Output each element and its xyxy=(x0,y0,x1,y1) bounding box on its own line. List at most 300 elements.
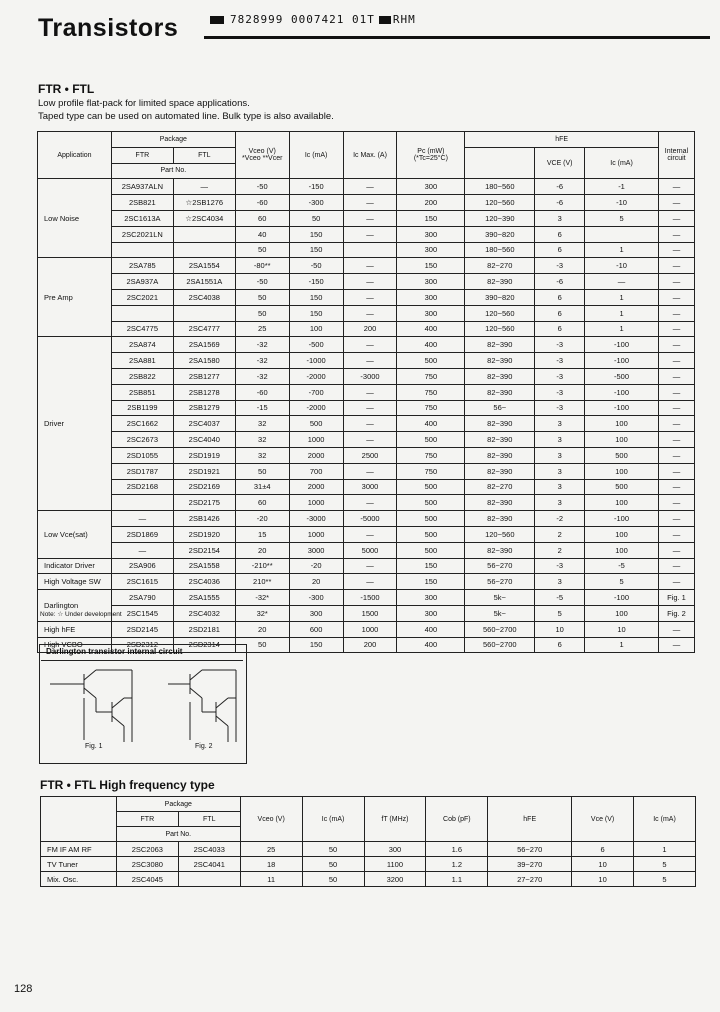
header-package2: Package xyxy=(116,797,240,812)
table-cell: 1 xyxy=(585,321,659,337)
table-cell: 27~270 xyxy=(488,872,572,887)
table-cell: 1 xyxy=(585,242,659,258)
table-cell: 200 xyxy=(397,195,465,211)
table-cell: 3 xyxy=(535,495,585,511)
table-cell: 180~560 xyxy=(465,242,535,258)
table-cell: 1000 xyxy=(289,432,343,448)
table-cell: 6 xyxy=(535,321,585,337)
table-row xyxy=(41,872,696,887)
table-cell: 5k~ xyxy=(465,590,535,606)
table-cell: 3 xyxy=(535,479,585,495)
table-row xyxy=(38,274,695,290)
table-cell: -300 xyxy=(289,195,343,211)
table-cell: -100 xyxy=(585,400,659,416)
table-cell: 1 xyxy=(585,305,659,321)
table-cell: 100 xyxy=(585,605,659,621)
table-cell: 2SC2673 xyxy=(111,432,173,448)
table-cell: 560~2700 xyxy=(465,621,535,637)
table-cell: 2SB1278 xyxy=(173,384,235,400)
darlington-circuit-diagram xyxy=(40,662,244,746)
table-cell: 2000 xyxy=(289,447,343,463)
table-cell: -100 xyxy=(585,384,659,400)
table-cell: 3000 xyxy=(289,542,343,558)
table-cell: — xyxy=(343,305,397,321)
table-cell: 2SD2154 xyxy=(173,542,235,558)
high-frequency-table xyxy=(40,796,696,887)
table-cell: 150 xyxy=(289,226,343,242)
table-cell: — xyxy=(343,400,397,416)
application-cell: High Voltage SW xyxy=(38,574,112,590)
table-cell: — xyxy=(343,226,397,242)
table-cell: 6 xyxy=(535,242,585,258)
table-cell: 200 xyxy=(343,321,397,337)
table-cell: — xyxy=(658,447,694,463)
table-cell: 2SC4040 xyxy=(173,432,235,448)
table-cell: -210** xyxy=(235,558,289,574)
table-row xyxy=(38,495,695,511)
table-cell: 56~270 xyxy=(465,574,535,590)
table-cell: 150 xyxy=(289,242,343,258)
table-cell: — xyxy=(658,542,694,558)
table-cell: 2SC2063 xyxy=(116,842,178,857)
table-cell: -1 xyxy=(585,179,659,195)
table-cell: 500 xyxy=(397,432,465,448)
table-cell: 150 xyxy=(397,258,465,274)
table-row xyxy=(38,574,695,590)
table-cell xyxy=(343,242,397,258)
table-cell: — xyxy=(343,495,397,511)
application-cell: Darlington xyxy=(38,590,112,622)
table-cell: 2SA790 xyxy=(111,590,173,606)
table-cell: 60 xyxy=(235,210,289,226)
table-cell: -5 xyxy=(585,558,659,574)
table-cell: -700 xyxy=(289,384,343,400)
table-cell: -3000 xyxy=(343,368,397,384)
table-cell: -2000 xyxy=(289,400,343,416)
table-cell: — xyxy=(111,511,173,527)
table-cell: -300 xyxy=(289,590,343,606)
table-cell: 2SC4033 xyxy=(178,842,240,857)
header-ftl2: FTL xyxy=(178,812,240,827)
table-cell: -3 xyxy=(535,558,585,574)
application-cell: High VCBO xyxy=(38,637,112,653)
table-cell: ☆2SB1276 xyxy=(173,195,235,211)
table-cell: 2SA1580 xyxy=(173,353,235,369)
table-cell: 82~270 xyxy=(465,258,535,274)
table-row xyxy=(38,242,695,258)
table-cell: 2SA1554 xyxy=(173,258,235,274)
table-cell: 1.1 xyxy=(426,872,488,887)
table-cell: 2SA881 xyxy=(111,353,173,369)
table-cell: 50 xyxy=(235,242,289,258)
table-cell: 2SC4045 xyxy=(116,872,178,887)
table-row xyxy=(38,210,695,226)
table-cell xyxy=(111,242,173,258)
table-cell: 3 xyxy=(535,463,585,479)
table-cell: 1500 xyxy=(343,605,397,621)
table-cell: 82~390 xyxy=(465,447,535,463)
table-cell: 500 xyxy=(397,542,465,558)
table-cell: 2SA874 xyxy=(111,337,173,353)
table-cell: — xyxy=(343,337,397,353)
table-cell: 1000 xyxy=(289,495,343,511)
table-cell: -32 xyxy=(235,337,289,353)
table-row xyxy=(38,321,695,337)
table-cell: 40 xyxy=(235,226,289,242)
table-cell: 50 xyxy=(235,463,289,479)
table-cell: -60 xyxy=(235,384,289,400)
section-description xyxy=(38,97,334,123)
table-cell: 750 xyxy=(397,384,465,400)
table-cell: -100 xyxy=(585,511,659,527)
table-cell: — xyxy=(343,195,397,211)
table-cell: 82~390 xyxy=(465,416,535,432)
table-cell: 50 xyxy=(289,210,343,226)
table-cell: 150 xyxy=(289,305,343,321)
table-cell: 2SC1545 xyxy=(111,605,173,621)
brand-text: RHM xyxy=(392,13,416,26)
table-cell: 500 xyxy=(397,353,465,369)
table-cell: -3000 xyxy=(289,511,343,527)
darlington-title: Darlington transistor internal circuit xyxy=(46,647,183,656)
table-cell: -3 xyxy=(535,400,585,416)
table-cell: 300 xyxy=(289,605,343,621)
table-cell: — xyxy=(658,258,694,274)
table-row xyxy=(38,400,695,416)
table-cell: 150 xyxy=(289,289,343,305)
table-cell: — xyxy=(343,574,397,590)
table-cell: — xyxy=(658,558,694,574)
table-cell: 2SD1787 xyxy=(111,463,173,479)
table-cell: 750 xyxy=(397,368,465,384)
table-cell: 1 xyxy=(585,637,659,653)
table-cell: -150 xyxy=(289,274,343,290)
table-cell xyxy=(173,242,235,258)
table-row xyxy=(38,463,695,479)
table-cell: 400 xyxy=(397,621,465,637)
table-cell: — xyxy=(343,558,397,574)
table-cell: ☆2SC4034 xyxy=(173,210,235,226)
table-cell: -2000 xyxy=(289,368,343,384)
table-cell xyxy=(173,305,235,321)
table-cell: 2SC4036 xyxy=(173,574,235,590)
table-cell: -150 xyxy=(289,179,343,195)
table-cell: 1.6 xyxy=(426,842,488,857)
table-cell: 100 xyxy=(585,416,659,432)
table-cell: 60 xyxy=(235,495,289,511)
table-cell: 500 xyxy=(397,495,465,511)
table-cell: — xyxy=(343,416,397,432)
table-cell: 10 xyxy=(585,621,659,637)
table-cell: 2SC4037 xyxy=(173,416,235,432)
table-cell: Fig. 2 xyxy=(658,605,694,621)
header-ic3: Ic (mA) xyxy=(302,797,364,842)
header-vceo2: Vceo (V) xyxy=(240,797,302,842)
table-cell: — xyxy=(658,353,694,369)
table-cell: — xyxy=(658,305,694,321)
table-cell: 120~560 xyxy=(465,321,535,337)
table-cell: 500 xyxy=(397,526,465,542)
table-cell: 100 xyxy=(585,495,659,511)
table-cell: 2SB1277 xyxy=(173,368,235,384)
table-cell: 200 xyxy=(343,637,397,653)
table-cell: — xyxy=(658,400,694,416)
table-cell: 2SB1279 xyxy=(173,400,235,416)
table-cell: — xyxy=(343,463,397,479)
table-cell: — xyxy=(343,179,397,195)
table-cell: -32 xyxy=(235,368,289,384)
application-cell: FM IF AM RF xyxy=(41,842,117,857)
block-mark xyxy=(379,16,391,24)
table-cell: 1100 xyxy=(364,857,426,872)
table-cell: 5 xyxy=(634,872,696,887)
application-cell: TV Tuner xyxy=(41,857,117,872)
table-cell: 2SD2169 xyxy=(173,479,235,495)
table-cell: 3200 xyxy=(364,872,426,887)
table-cell: -50 xyxy=(289,258,343,274)
table-cell: 82~390 xyxy=(465,274,535,290)
table-cell: 20 xyxy=(235,621,289,637)
table-cell: -3 xyxy=(535,368,585,384)
table-row xyxy=(38,605,695,621)
table-row xyxy=(38,226,695,242)
table-cell: 2SB851 xyxy=(111,384,173,400)
table-cell: 210** xyxy=(235,574,289,590)
table-cell: -500 xyxy=(289,337,343,353)
table-cell: 2SD1920 xyxy=(173,526,235,542)
table-cell: 50 xyxy=(302,872,364,887)
table-cell: 750 xyxy=(397,463,465,479)
table-row xyxy=(38,511,695,527)
table-cell: 31±4 xyxy=(235,479,289,495)
table-cell xyxy=(585,226,659,242)
table-cell: -80** xyxy=(235,258,289,274)
table-cell: 100 xyxy=(585,526,659,542)
header-ic2: Ic (mA) xyxy=(585,147,659,179)
table-cell: 2SD2145 xyxy=(111,621,173,637)
table-cell: — xyxy=(658,621,694,637)
table-cell: 390~820 xyxy=(465,289,535,305)
table-cell: — xyxy=(343,526,397,542)
table-cell: 180~560 xyxy=(465,179,535,195)
table-cell: -20 xyxy=(235,511,289,527)
table-cell: 10 xyxy=(572,857,634,872)
section2-heading: FTR • FTL High frequency type xyxy=(40,778,215,792)
table-cell: 32 xyxy=(235,416,289,432)
table-cell: 400 xyxy=(397,321,465,337)
table-cell: — xyxy=(658,226,694,242)
table-cell: 2SC4032 xyxy=(173,605,235,621)
table-cell: 600 xyxy=(289,621,343,637)
table-cell: 6 xyxy=(535,305,585,321)
table-cell: — xyxy=(658,195,694,211)
table-cell: 2SD2175 xyxy=(173,495,235,511)
table-cell: 2SD2168 xyxy=(111,479,173,495)
table-cell: 6 xyxy=(535,637,585,653)
table-cell: — xyxy=(343,353,397,369)
table-cell xyxy=(173,226,235,242)
table-cell: 82~390 xyxy=(465,353,535,369)
header-part-no: Part No. xyxy=(111,163,235,179)
table-cell: 2SD1919 xyxy=(173,447,235,463)
table-cell: -6 xyxy=(535,195,585,211)
table-cell: — xyxy=(658,495,694,511)
header-hfe: hFE xyxy=(465,132,659,148)
table-cell: 5 xyxy=(535,605,585,621)
table-cell: — xyxy=(173,179,235,195)
table-cell: 500 xyxy=(585,447,659,463)
table-cell: 150 xyxy=(397,210,465,226)
table-cell: 300 xyxy=(397,590,465,606)
table-cell: Fig. 1 xyxy=(658,590,694,606)
table-cell: 2SC4038 xyxy=(173,289,235,305)
page-number: 128 xyxy=(14,983,33,995)
header-application: Application xyxy=(38,132,112,179)
table-cell: 300 xyxy=(397,305,465,321)
table-cell: — xyxy=(658,416,694,432)
table-row xyxy=(41,842,696,857)
table-cell: 82~270 xyxy=(465,479,535,495)
footnote: Note: ☆ Under development xyxy=(40,611,122,618)
table-cell: — xyxy=(343,384,397,400)
table-cell: — xyxy=(343,258,397,274)
table-cell: 15 xyxy=(235,526,289,542)
table-cell: — xyxy=(658,210,694,226)
table-cell: 2SA1569 xyxy=(173,337,235,353)
table-cell: 1000 xyxy=(289,526,343,542)
table-cell: 18 xyxy=(240,857,302,872)
table-cell: -1000 xyxy=(289,353,343,369)
table-cell: 6 xyxy=(535,226,585,242)
table-cell: 5 xyxy=(585,210,659,226)
table-cell: — xyxy=(658,637,694,653)
table-cell: 300 xyxy=(397,605,465,621)
table-cell: 2SB821 xyxy=(111,195,173,211)
table-cell: 2SC3080 xyxy=(116,857,178,872)
table-cell: 3 xyxy=(535,210,585,226)
table-cell: 2SC1615 xyxy=(111,574,173,590)
table-row xyxy=(38,353,695,369)
table-cell: 32 xyxy=(235,432,289,448)
table-cell: -10 xyxy=(585,258,659,274)
table-cell: 2SA785 xyxy=(111,258,173,274)
table-cell: 300 xyxy=(397,226,465,242)
table-cell: 500 xyxy=(289,416,343,432)
table-cell: 150 xyxy=(289,637,343,653)
table-cell: 300 xyxy=(397,179,465,195)
table-cell: 2SC1662 xyxy=(111,416,173,432)
table-cell: -32 xyxy=(235,353,289,369)
table-cell: — xyxy=(343,274,397,290)
table-cell: 82~390 xyxy=(465,337,535,353)
table-cell: 2000 xyxy=(289,479,343,495)
table-cell: 11 xyxy=(240,872,302,887)
table-cell: 2SD2314 xyxy=(173,637,235,653)
header-ftr2: FTR xyxy=(116,812,178,827)
table-cell: 1.2 xyxy=(426,857,488,872)
table-cell: -10 xyxy=(585,195,659,211)
table-cell: — xyxy=(658,463,694,479)
table-cell: 82~390 xyxy=(465,542,535,558)
ftr-ftl-table xyxy=(37,131,695,653)
table-cell: -20 xyxy=(289,558,343,574)
table-row xyxy=(38,526,695,542)
table-cell: 120~560 xyxy=(465,195,535,211)
table-cell: 300 xyxy=(397,274,465,290)
table-cell: 2SC2021LN xyxy=(111,226,173,242)
table-cell: 2SD1921 xyxy=(173,463,235,479)
header-hfe-range xyxy=(465,147,535,179)
header-ic-max: Ic Max. (A) xyxy=(343,132,397,179)
application-cell: Pre Amp xyxy=(38,258,112,337)
table-cell: — xyxy=(658,337,694,353)
table-cell: 56~270 xyxy=(465,558,535,574)
header-hfe2: hFE xyxy=(488,797,572,842)
description-line: Taped type can be used on automated line. Bulk type is also available. xyxy=(38,111,334,122)
table-cell: 2SD1869 xyxy=(111,526,173,542)
header-internal: Internal circuit xyxy=(658,132,694,179)
table-cell: 2SB1199 xyxy=(111,400,173,416)
header-ic4: Ic (mA) xyxy=(634,797,696,842)
application-cell: High hFE xyxy=(38,621,112,637)
table-cell: 150 xyxy=(397,574,465,590)
table-cell: -500 xyxy=(585,368,659,384)
table-cell: 150 xyxy=(397,558,465,574)
table-cell: — xyxy=(658,289,694,305)
table-cell: 1 xyxy=(634,842,696,857)
table-cell: — xyxy=(111,542,173,558)
header-ic: Ic (mA) xyxy=(289,132,343,179)
table-cell: 700 xyxy=(289,463,343,479)
table-cell: — xyxy=(343,289,397,305)
table-cell: 50 xyxy=(235,289,289,305)
box-divider xyxy=(41,660,243,661)
table-cell: -6 xyxy=(535,179,585,195)
table-cell: 50 xyxy=(235,637,289,653)
table-row xyxy=(38,416,695,432)
header-vce2: Vce (V) xyxy=(572,797,634,842)
table-cell: — xyxy=(658,274,694,290)
table-cell xyxy=(111,495,173,511)
table-row xyxy=(38,432,695,448)
table-cell: 400 xyxy=(397,416,465,432)
table-cell: 2SC2021 xyxy=(111,289,173,305)
table-cell: 100 xyxy=(585,542,659,558)
table-cell: 10 xyxy=(535,621,585,637)
application-cell: Low Noise xyxy=(38,179,112,258)
table-cell: 500 xyxy=(397,511,465,527)
table-cell: 10 xyxy=(572,872,634,887)
table-row xyxy=(38,195,695,211)
table-row xyxy=(38,621,695,637)
table-cell: — xyxy=(658,321,694,337)
table-cell: -3 xyxy=(535,353,585,369)
table-cell: 400 xyxy=(397,337,465,353)
table-cell: 2SD2312 xyxy=(111,637,173,653)
table-cell: 2SA1555 xyxy=(173,590,235,606)
header-vce: VCE (V) xyxy=(535,147,585,179)
table-cell: 3 xyxy=(535,574,585,590)
table-body xyxy=(41,842,696,887)
table-cell: 82~390 xyxy=(465,368,535,384)
table-cell: 2SB1426 xyxy=(173,511,235,527)
table-cell: — xyxy=(658,179,694,195)
table-cell: 82~390 xyxy=(465,384,535,400)
application-cell: Indicator Driver xyxy=(38,558,112,574)
fig1-label: Fig. 1 xyxy=(85,743,103,750)
table-row xyxy=(38,384,695,400)
table-row xyxy=(38,179,695,195)
